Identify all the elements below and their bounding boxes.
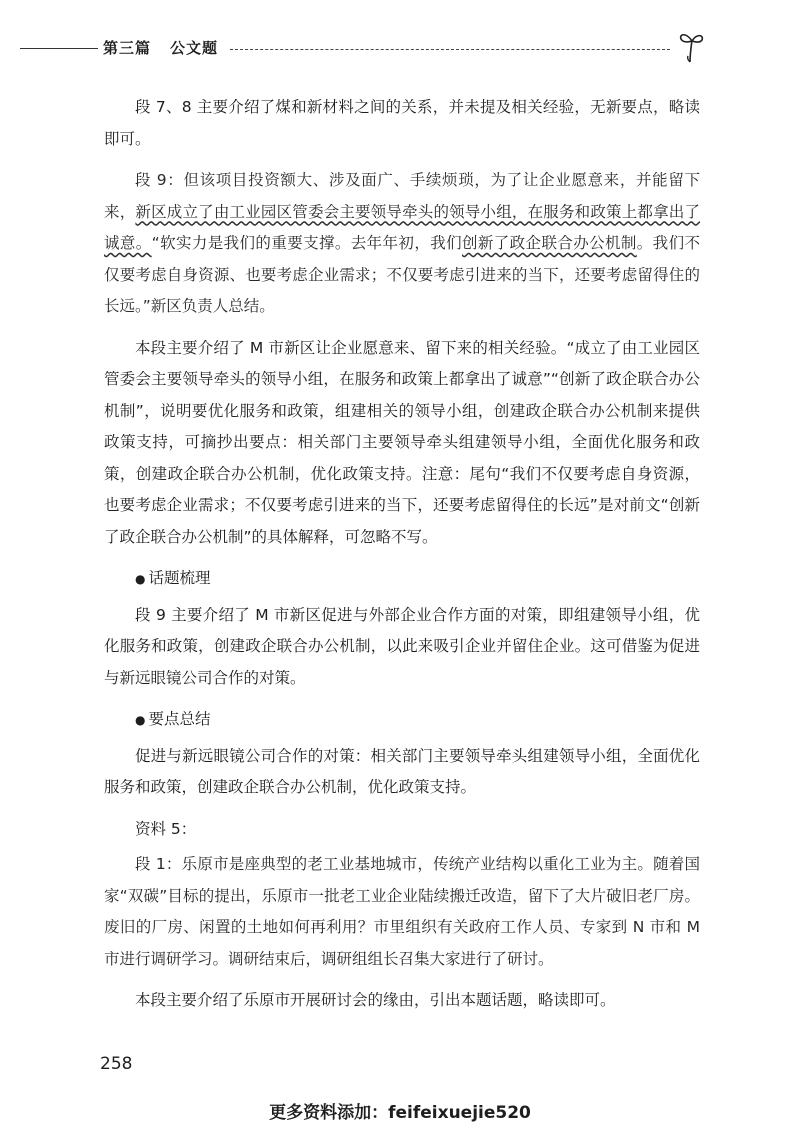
header-rule-left (20, 48, 98, 49)
paragraph-1: 段 7、8 主要介绍了煤和新材料之间的关系，并未提及相关经验，无新要点，略读即可。 (104, 98, 700, 148)
heading-label: 要点总结 (148, 710, 211, 728)
bullet-icon: ● (135, 713, 146, 727)
material-paragraph-1: 段 1：乐原市是座典型的老工业基地城市，传统产业结构以重化工业为主。随着国家“双碳”目标的提出，乐原市一批老工业企业陆续搬迁改造，留下了大片破旧老厂房。废旧的厂房、闲置的土地如何再利用？市里组织有关政府工作人员、专家到 N 市和 M 市进行调研学习。调研结束后，调研组组长召集大家进行了研讨。 (104, 855, 700, 968)
summary-paragraph: 促进与新远眼镜公司合作的对策：相关部门主要领导牵头组建领导小组，全面优化服务和政策，创建政企联合办公机制，优化政策支持。 (104, 746, 700, 796)
source-text: 。我们不仅要考虑自身资源、也要考虑企业需求；不仅要考虑引进来的当下，还要考虑留得住的长远。”新区负责人总结。 (104, 234, 700, 315)
source-text: “软实力是我们的重要支撑。去年年初，我们 (151, 234, 462, 252)
source-paragraph-9 (104, 165, 700, 323)
page-content (104, 92, 700, 1027)
heading-label: 话题梳理 (148, 569, 211, 587)
material-analysis-paragraph: 本段主要介绍了乐原市开展研讨会的缘由，引出本题话题，略读即可。 (135, 991, 616, 1009)
header-section-title: 公文题 (170, 39, 219, 57)
promo-footer: 更多资料添加：feifeixuejie520 (269, 1103, 531, 1123)
source-text: 段 9：但该项目投资额大、涉及面广、手续烦琐，为了让企业愿意来，并能留下来， (104, 171, 700, 221)
sprout-icon (676, 30, 706, 64)
underlined-source-text: 创新了政企联合办公机制 (462, 234, 637, 252)
material-heading: 资料 5： (135, 819, 197, 838)
section-heading-summary (104, 704, 700, 737)
page-number: 258 (100, 1054, 133, 1074)
header-part-title: 第三篇 (103, 39, 152, 57)
analysis-paragraph: 本段主要介绍了 M 市新区让企业愿意来、留下来的相关经验。“成立了由工业园区管委会主要领导牵头的领导小组，在服务和政策上都拿出了诚意”“创新了政企联合办公机制”，说明要优化服务和政策，组建相关的领导小组，创建政企联合办公机制来提供政策支持，可摘抄出要点：相关部门主要领导牵头组建领导小组，全面优化服务和政策，创建政企联合办公机制，优化政策支持。注意：尾句“我们不仅要考虑自身资源，也要考虑企业需求；不仅要考虑引进来的当下，还要考虑留得住的长远”是对前文“创新了政企联合办公机制”的具体解释，可忽略不写。 (104, 338, 700, 546)
underlined-source-text: 新区成立了由工业园区管委会主要领导牵头的领导小组，在服务和政策上都拿出了诚意。 (104, 202, 700, 252)
bullet-icon: ● (135, 572, 146, 586)
section-heading-topic (104, 563, 700, 596)
running-header (0, 36, 800, 60)
header-rule-right (230, 49, 670, 50)
topic-paragraph: 段 9 主要介绍了 M 市新区促进与外部企业合作方面的对策，即组建领导小组，优化服务和政策，创建政企联合办公机制，以此来吸引企业并留住企业。这可借鉴为促进与新远眼镜公司合作的对策。 (104, 605, 700, 687)
